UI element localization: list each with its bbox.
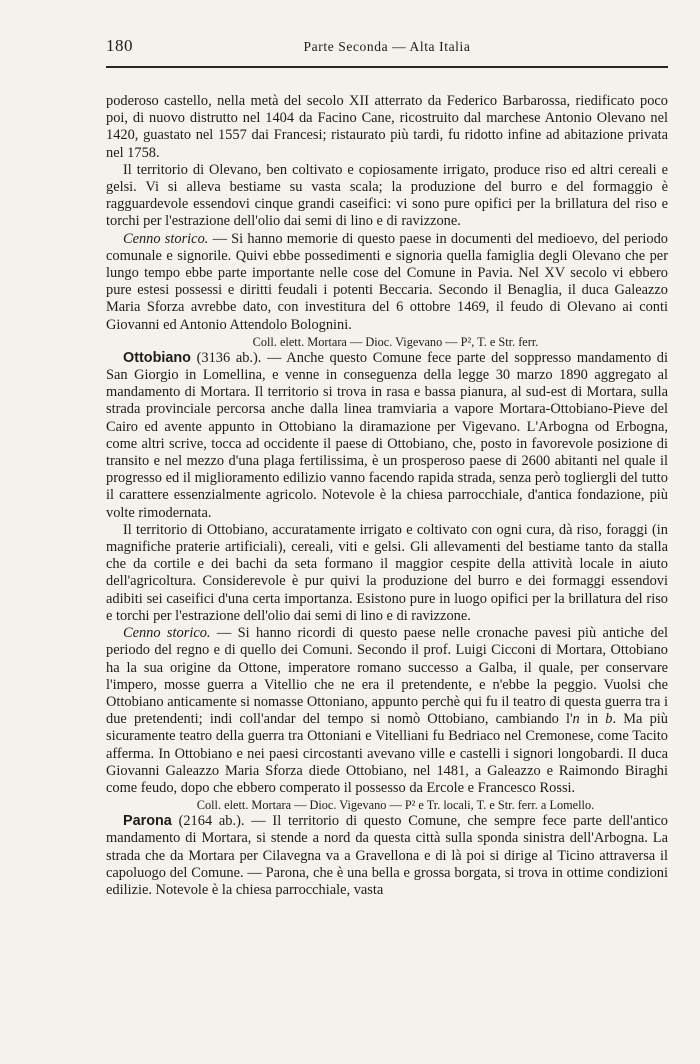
section-label-cenno-storico: Cenno storico.	[123, 230, 209, 247]
paragraph-olevano-history	[106, 231, 668, 334]
ottobiano-admin-note: Coll. elett. Mortara — Dioc. Vigevano — P² e Tr. locali, T. e Str. ferr. a Lomello.	[196, 798, 595, 813]
entry-ottobiano	[106, 350, 668, 522]
section-label-cenno-storico-2: Cenno storico.	[123, 625, 211, 642]
letter-b: b	[605, 711, 613, 728]
paragraph-castello: poderoso castello, nella metà del secolo XII atterrato da Federico Barbarossa, riedificato poco poi, di nuovo distrutto nel 1404 da Facino Cane, ricostruito dal marchese Antonio Olevano nel 1420, guastato nel 1557 dai Francesi; ristaurato più tardi, fu ridotto infine ad abitazione privata nel 1758.	[106, 93, 668, 161]
paragraph-olevano-territory: Il territorio di Olevano, ben coltivato e copiosamente irrigato, produce riso ed altri cereali e gelsi. Vi si alleva bestiame su vasta scala; la produzione del burro e del formaggio è ragguardevole essendovi cinque grandi caseifici: vi sono pure opifici per la brillatura del riso e torchi per l'estrazione dell'olio dai semi di lino e di ravizzone.	[106, 161, 668, 230]
entry-parona	[106, 813, 668, 899]
header-rule	[106, 66, 668, 68]
paragraph-olevano-history-text: — Si hanno memorie di questo paese in documenti del medioevo, del periodo comunale e signorile. Quivi ebbe possedimenti e signoria quella famiglia degli Olevano che per lungo tempo ebbe parte importante nelle cose del Comune in Pavia. Nel XV secolo vi ebbero pure estesi possessi e diritti feudali i potenti Beccaria. Secondo il Benaglia, il duca Galeazzo Maria Sforza avrebbe dato, con investitura del 6 ottobre 1469, il feudo di Olevano ai conti Giovanni ed Antonio Attendolo Bolognini.	[106, 230, 668, 333]
entry-parona-text: (2164 ab.). — Il territorio di questo Comune, che sempre fece parte dell'antico mandamento di Mortara, si stende a nord da questa città sulla sponda sinistra dell'Arbogna. La strada che da Mortara per Cilavegna va a Gravellona e di là poi si dirige al Ticino attraversa il capoluogo del Comune. — Parona, che è una bella e grossa borgata, si trova in ottime condizioni edilizie. Notevole è la chiesa parrocchiale, vasta	[106, 813, 668, 898]
running-head: Parte Seconda — Alta Italia	[303, 39, 471, 54]
page-body	[106, 93, 668, 899]
entry-title-parona: Parona	[123, 813, 172, 830]
entry-title-ottobiano: Ottobiano	[123, 349, 191, 366]
history-text-part-a: — Si hanno ricordi di questo paese nelle cronache pavesi più antiche del periodo del regno e di quello dei Comuni. Secondo il prof. Luigi Cicconi di Mortara, Ottobiano ha la sua origine da Ottone, imperatore romano successo a Galba, il quale, per conservare l'impero, mosse guerra a Vitellio che ne era il pretendente, e n'ebbe la peggio. Vuolsi che Ottobiano anticamente si nomasse Ottoniano, appunto perchè qui fu il teatro di questa guerra tra i due pretendenti; indi coll'andar del tempo si nomò Ottobiano, cambiando l'	[106, 625, 668, 728]
paragraph-ottobiano-territory: Il territorio di Ottobiano, accuratamente irrigato e coltivato con ogni cura, dà riso, foraggi (in magnifiche praterie artificiali), cereali, viti e gelsi. Gli allevamenti del bestiame tanto da stalla che da cortile e dei bachi da seta formano il maggior cespite della attività locale in aiuto dell'agricoltura. Considerevole è pur quivi la produzione del burro e dei formaggi essendovi adibiti sei caseifici d'una certa importanza. Esistono pure in luogo opifici per la brillatura del riso e torchi per l'estrazione dell'olio dai semi di lino e di ravizzone.	[106, 521, 668, 624]
history-text-part-c: . Ma più sicuramente teatro della guerra tra Ottoniani e Vitelliani fu Bedriaco nel Cremonese, come Tacito afferma. In Ottobiano e nei paesi circostanti avevano ville e castelli i signori longobardi. Il duca Giovanni Galeazzo Maria Sforza diede Ottobiano, nel 1481, a Galeazzo e Raimondo Biraghi come feudo, dopo che ebbero comperato il possesso da Ercole e Francesco Rossi.	[106, 711, 668, 796]
entry-ottobiano-text: (3136 ab.). — Anche questo Comune fece parte del soppresso mandamento di San Giorgio in Lomellina, e venne in conseguenza della legge 30 marzo 1890 aggregato al mandamento di Mortara. Il territorio si trova in rasa e bassa pianura, al sud-est di Mortara, sulla strada provinciale percorsa anche dalla linea tramviaria a vapore Mortara-Ottobiano-Pieve del Cairo ed avente appunto in Ottobiano la diramazione per Vigevano. L'Arbogna od Erbogna, come altri scrive, tocca ad occidente il paese di Ottobiano, che, posto in favorevole posizione di transito e nel mezzo d'una plaga fertilissima, è un prosperoso paese di 2600 abitanti nel quale il progresso ed il miglioramento edilizio vanno facendo rapida strada, senza però togliergli del tutto il carattere essenzialmente agricolo. Notevole è la chiesa parrocchiale, d'antica fondazione, più volte rimodernata.	[106, 349, 668, 521]
olevano-admin-note: Coll. elett. Mortara — Dioc. Vigevano — P², T. e Str. ferr.	[252, 334, 539, 349]
letter-n: n	[572, 711, 580, 728]
paragraph-ottobiano-history	[106, 625, 668, 797]
page-header	[106, 36, 668, 60]
history-text-part-b: in	[579, 711, 606, 728]
page-number: 180	[106, 36, 133, 55]
